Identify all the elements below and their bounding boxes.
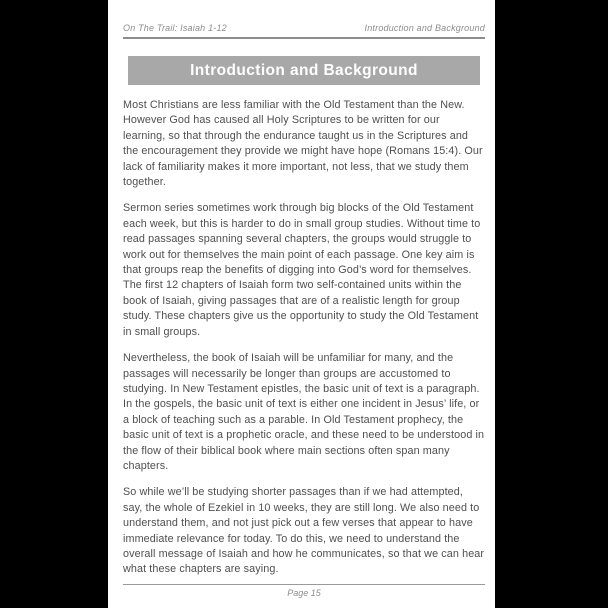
running-header-right: Introduction and Background xyxy=(364,23,485,33)
body-paragraph: Most Christians are less familiar with the Old Testament than the New. However God has caused all Holy Scriptures to be written for our learning, so that through the endurance taught us in the Scriptures and the encouragement they provide we might have hope (Romans 15:4). Our lack of familiarity makes it more important, not less, that we study them together. xyxy=(123,99,483,189)
section-title: Introduction and Background xyxy=(190,61,418,79)
header-rule xyxy=(123,37,485,39)
page-footer xyxy=(123,584,485,598)
running-header-left: On The Trail: Isaiah 1-12 xyxy=(123,23,227,33)
page-number: Page 15 xyxy=(287,588,321,598)
body-paragraph: Nevertheless, the book of Isaiah will be unfamiliar for many, and the passages will necessarily be longer than groups are accustomed to studying. In New Testament epistles, the basic unit of text is a paragraph. In the gospels, the basic unit of text is either one incident in Jesus’ life, or a block of teaching such as a parable. In Old Testament prophecy, the basic unit of text is a prophetic oracle, and these need to be understood in the flow of their biblical book where main sections often span many chapters. xyxy=(123,352,485,472)
section-title-banner xyxy=(128,56,480,85)
document-page xyxy=(108,0,495,608)
body-paragraph: So while we’ll be studying shorter passages than if we had attempted, say, the whole of Ezekiel in 10 weeks, they are still long. We also need to understand them, and not just pick out a few verses that appear to have immediate relevance for today. To do this, we need to understand the overall message of Isaiah and how he communicates, so that we can hear what these chapters are saying. xyxy=(123,486,485,576)
body-paragraph: Sermon series sometimes work through big blocks of the Old Testament each week, but this is harder to do in small group studies. Without time to read passages spanning several chapters, the groups would struggle to work out for themselves the main point of each passage. One key aim is that groups reap the benefits of digging into God’s word for themselves. The first 12 chapters of Isaiah form two self-contained units within the book of Isaiah, giving passages that are of a realistic length for group study. These chapters give us the opportunity to study the Old Testament in small groups. xyxy=(123,202,481,338)
running-header xyxy=(123,0,485,33)
body-text xyxy=(123,98,485,578)
